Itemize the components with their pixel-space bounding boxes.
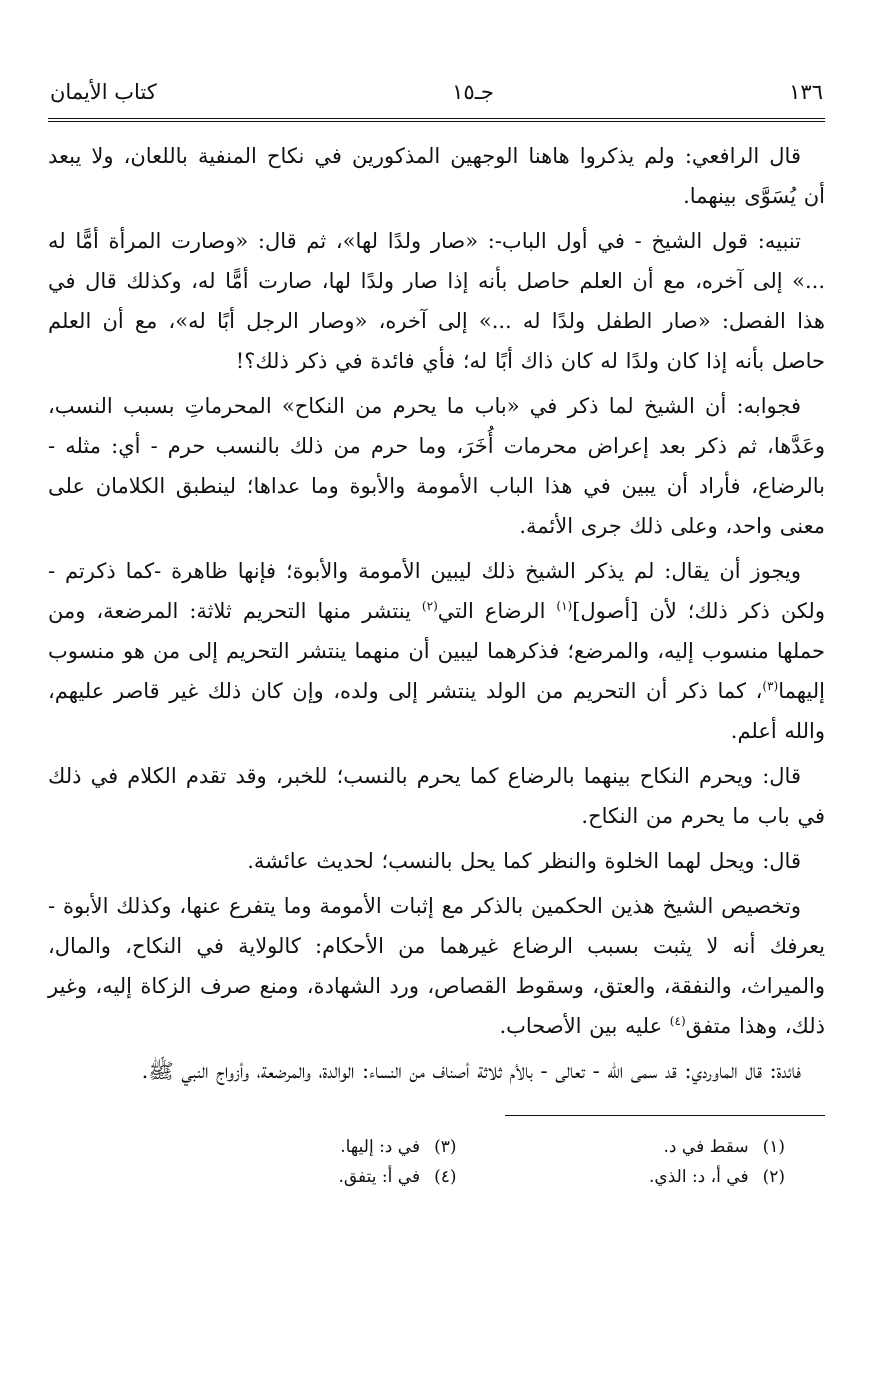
footnote-reference: (١)	[556, 599, 573, 613]
footnote-separator	[505, 1115, 825, 1116]
footnote-reference: (٣)	[762, 679, 779, 693]
footnote-reference: (٤)	[669, 1014, 686, 1028]
paragraph	[48, 841, 825, 881]
paragraph	[48, 551, 825, 751]
paragraph-text: ينتشر منها التحريم ثلاثة: المرضعة، ومن حملها منسوب إليه، والمرضع؛ فذكرهما ليبين أن منهما ينتشر التحريم إلى من هو منسوب إليهما	[48, 599, 825, 703]
page-number: ١٣٦	[789, 80, 823, 104]
footnote-text: سقط في د.	[663, 1137, 749, 1157]
paragraph-text: عليه بين الأصحاب.	[499, 1014, 670, 1038]
main-text	[48, 136, 825, 1091]
footnote-text: في أ: يتفق.	[338, 1167, 421, 1187]
footnote-number: (٢)	[762, 1167, 785, 1187]
footnote-number: (٣)	[434, 1137, 457, 1157]
footnote-item	[168, 1164, 457, 1190]
footnote-number: (١)	[762, 1137, 785, 1157]
footnote-reference: (٢)	[421, 599, 438, 613]
paragraph	[48, 221, 825, 381]
header-rule	[48, 118, 825, 122]
paragraph-text: الرضاع التي	[437, 599, 557, 623]
paragraph-text: فائدة: قال الماوردي: قد سمى الله - تعالى - بالأم ثلاثة أصناف من النساء: الوالدة، والمرضعة، وأزواج النبي ﷺ.	[141, 1059, 801, 1083]
footnote-item	[497, 1134, 786, 1160]
paragraph	[48, 886, 825, 1046]
paragraph-text: قال: ويحرم النكاح بينهما بالرضاع كما يحرم بالنسب؛ للخبر، وقد تقدم الكلام في ذلك في باب ما يحرم من النكاح.	[48, 764, 825, 828]
paragraph	[48, 136, 825, 216]
footnote-number: (٤)	[434, 1167, 457, 1187]
paragraph-text: ويجوز أن يقال: لم يذكر الشيخ ذلك ليبين الأمومة والأبوة؛ فإنها ظاهرة -كما ذكرتم - ولكن ذكر ذلك؛ لأن [أصول]	[48, 559, 825, 623]
paragraph	[48, 756, 825, 836]
footnote-item	[497, 1164, 786, 1190]
footnote-item	[168, 1134, 457, 1160]
footnote-text: في د: إليها.	[340, 1137, 421, 1157]
footnote-text: في أ، د: الذي.	[649, 1167, 749, 1187]
paragraph-text: ، كما ذكر أن التحريم من الولد ينتشر إلى ولده، وإن كان ذلك غير قاصر عليهم، والله أعلم.	[48, 679, 825, 743]
volume-number: جـ١٥	[452, 80, 494, 104]
book-title: كتاب الأيمان	[50, 80, 157, 104]
paragraph-text: وتخصيص الشيخ هذين الحكمين بالذكر مع إثبات الأمومة وما يتفرع عنها، وكذلك الأبوة - يعرفك أنه لا يثبت بسبب الرضاع غيرهما من الأحكام: كالولاية في النكاح، والمال، والميراث، والنفقة، والعتق، وسقوط القصاص، ورد الشهادة، ومنع صرف الزكاة إليه، وغير ذلك، وهذا متفق	[48, 894, 825, 1038]
paragraph	[48, 386, 825, 546]
paragraph-text: قال الرافعي: ولم يذكروا هاهنا الوجهين المذكورين في نكاح المنفية باللعان، ولا يبعد أن يُسَوَّى بينهما.	[48, 144, 825, 208]
paragraph-text: قال: ويحل لهما الخلوة والنظر كما يحل بالنسب؛ لحديث عائشة.	[247, 849, 801, 873]
paragraph	[48, 1051, 825, 1091]
paragraph-text: فجوابه: أن الشيخ لما ذكر في «باب ما يحرم من النكاح» المحرماتِ بسبب النسب، وعَدَّها، ثم ذكر بعد إعراض محرمات أُخَرَ، وما حرم من ذلك بالنسب حرم - أي: مثله - بالرضاع، فأراد أن يبين في هذا الباب الأمومة والأبوة وما عداها؛ لينطبق الكلامان على معنى واحد، وعلى ذلك جرى الأئمة.	[48, 394, 825, 538]
footnotes	[48, 1134, 825, 1190]
running-header	[48, 80, 825, 114]
paragraph-text: تنبيه: قول الشيخ - في أول الباب-: «صار ولدًا لها»، ثم قال: «وصارت المرأة أمًّا له ...» إلى آخره، مع أن العلم حاصل بأنه إذا صار ولدًا لها، صارت أمًّا له، وكذلك قال في هذا الفصل: «صار الطفل ولدًا له ...» إلى آخره، «وصار الرجل أبًا له»، مع أن العلم حاصل بأنه إذا كان ولدًا له كان ذاك أبًا له؛ فأي فائدة في ذكر ذلك؟!	[48, 229, 825, 373]
